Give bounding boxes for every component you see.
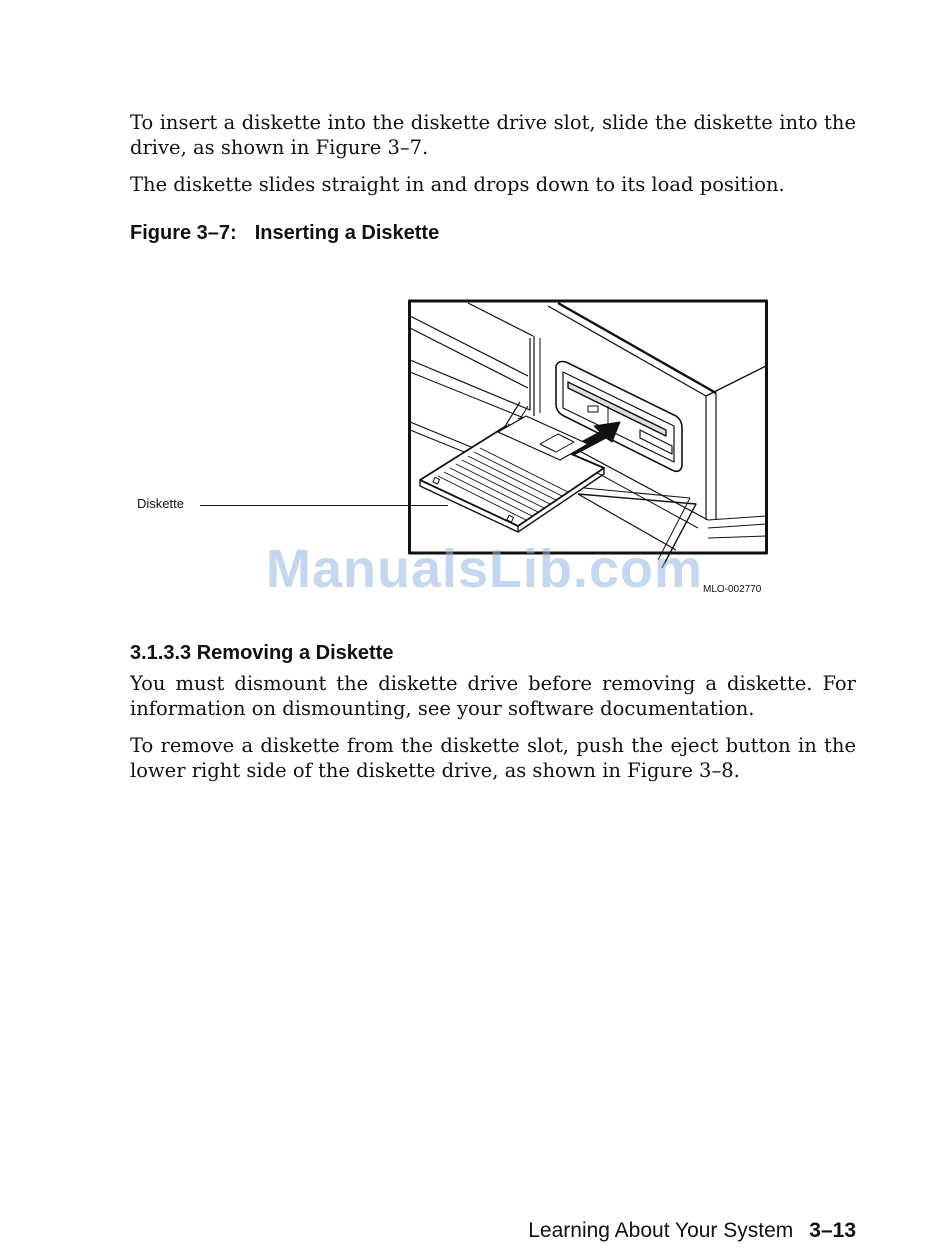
paragraph-load-position: The diskette slides straight in and drops down to its load position. [130, 173, 785, 196]
figure-caption [130, 222, 439, 245]
figure-number: Figure 3–7: [130, 222, 237, 244]
paragraph-insert-instructions: To insert a diskette into the diskette drive slot, slide the diskette into the drive, as shown in Figure 3–7. [130, 111, 856, 159]
figure-title: Inserting a Diskette [254, 222, 440, 244]
page-footer [528, 1219, 856, 1243]
watermark: ManualsLib.com [266, 539, 704, 599]
page-number: 3–13 [809, 1219, 856, 1242]
footer-title: Learning About Your System [528, 1219, 794, 1242]
paragraph-eject: To remove a diskette from the diskette slot, push the eject button in the lower right side of the diskette drive, as shown in Figure 3–8. [130, 734, 856, 782]
diskette-callout-label: Diskette [137, 496, 184, 511]
figure-code: MLO-002770 [703, 584, 762, 595]
section-heading: 3.1.3.3 Removing a Diskette [130, 642, 394, 664]
diskette-callout-line [200, 505, 448, 506]
diskette-insertion-illustration [408, 298, 778, 588]
paragraph-dismount: You must dismount the diskette drive before removing a diskette. For information on dismounting, see your software documentation. [130, 672, 856, 720]
